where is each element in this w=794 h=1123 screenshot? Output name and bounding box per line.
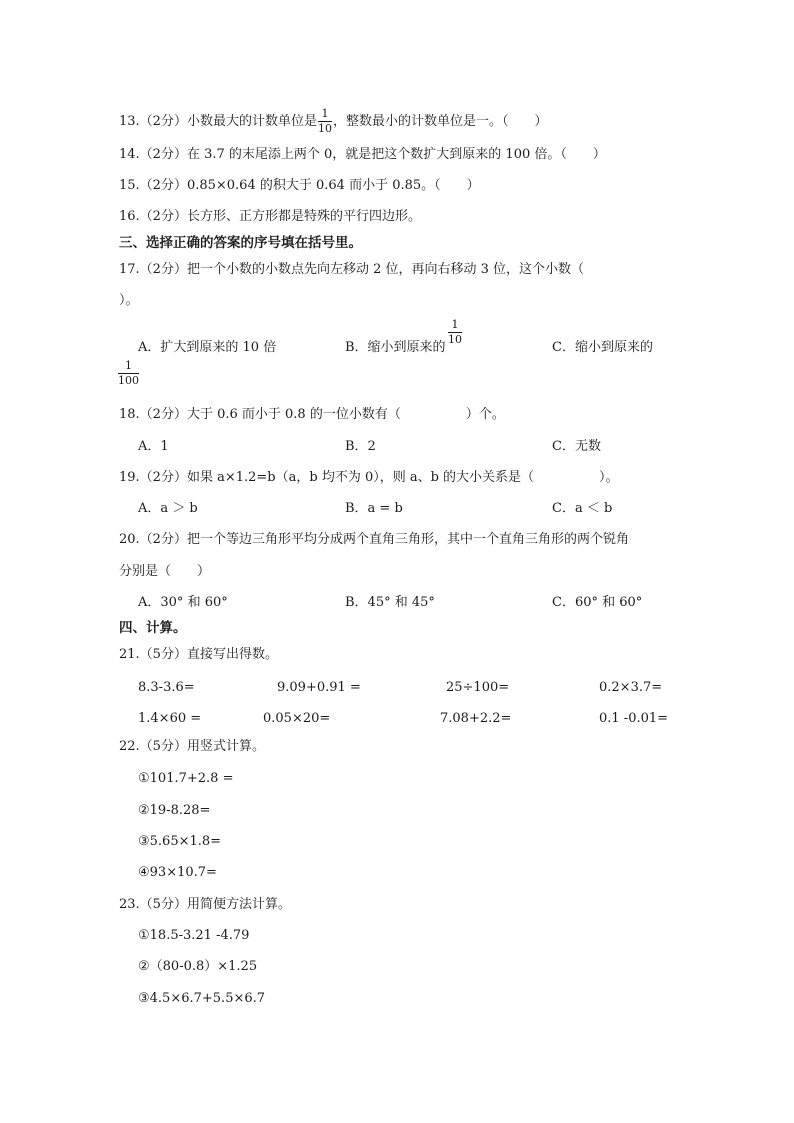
q21-item-6: 0.05×20= (263, 711, 331, 726)
q23-item-1: ①18.5-3.21 -4.79 (138, 928, 250, 943)
question-16: 16.（2分）长方形、正方形都是特殊的平行四边形。 (119, 209, 421, 224)
q20-option-c: C．60° 和 60° (552, 595, 643, 610)
question-22: 22.（5分）用竖式计算。 (119, 739, 265, 754)
q19-option-a: A．a ＞ b (138, 501, 198, 516)
question-19: 19.（2分）如果 a×1.2=b（a，b 均不为 0），则 a、b 的大小关系是（ ）。 (119, 470, 619, 485)
question-13 (119, 108, 547, 135)
question-14: 14.（2分）在 3.7 的末尾添上两个 0，就是把这个数扩大到原来的 100 倍。（ ） (119, 147, 606, 162)
q19-option-c: C．a ＜ b (552, 501, 613, 516)
q18-option-c: C．无数 (552, 439, 601, 454)
question-15: 15.（2分）0.85×0.64 的积大于 0.64 而小于 0.85。（ ） (119, 178, 480, 193)
q17-option-b-fraction: $\frac{1}{10}$ (448, 318, 462, 346)
q21-item-5: 1.4×60 = (138, 711, 202, 726)
q13-text-pre: 13.（2分）小数最大的计数单位是 (119, 114, 317, 129)
q21-item-2: 9.09+0.91 = (277, 680, 361, 695)
section-3-heading: 三、选择正确的答案的序号填在括号里。 (119, 235, 362, 251)
q21-item-3: 25÷100= (446, 680, 510, 695)
q17-option-c: C．缩小到原来的 (552, 340, 653, 355)
question-17-line1: 17.（2分）把一个小数的小数点先向左移动 2 位，再向右移动 3 位，这个小数（ (119, 262, 585, 277)
q22-item-1: ①101.7+2.8 = (138, 771, 234, 786)
q22-item-2: ②19-8.28= (138, 803, 211, 818)
q17-option-b: B．缩小到原来的 (345, 340, 446, 355)
q23-item-2: ②（80-0.8）×1.25 (138, 959, 258, 974)
question-21: 21.（5分）直接写出得数。 (119, 647, 278, 662)
q21-item-8: 0.1 -0.01= (599, 711, 669, 726)
q13-fraction: $\frac{1}{10}$ (317, 107, 332, 135)
q21-item-1: 8.3-3.6= (138, 680, 195, 695)
q22-item-4: ④93×10.7= (138, 865, 217, 880)
q19-option-b: B．a = b (345, 501, 403, 516)
question-20-line1: 20.（2分）把一个等边三角形平均分成两个直角三角形，其中一个直角三角形的两个锐角 (119, 532, 629, 547)
q18-option-b: B．2 (345, 439, 376, 454)
q23-item-3: ③4.5×6.7+5.5×6.7 (138, 991, 266, 1006)
q20-option-a: A．30° 和 60° (138, 595, 228, 610)
q13-text-post: ，整数最小的计数单位是一。（ ） (332, 114, 548, 129)
question-23: 23.（5分）用简便方法计算。 (119, 897, 291, 912)
q17-option-c-fraction: $\frac{1}{100}$ (118, 359, 139, 387)
q18-option-a: A．1 (138, 439, 169, 454)
section-4-heading: 四、计算。 (119, 620, 187, 636)
q17-option-a: A．扩大到原来的 10 倍 (138, 340, 277, 355)
question-17-line2: ）。 (119, 293, 139, 308)
q22-item-3: ③5.65×1.8= (138, 834, 222, 849)
q20-option-b: B．45° 和 45° (345, 595, 435, 610)
question-18: 18.（2分）大于 0.6 而小于 0.8 的一位小数有（ ）个。 (119, 407, 505, 422)
question-20-line2: 分别是（ ） (119, 564, 211, 579)
q21-item-4: 0.2×3.7= (599, 680, 663, 695)
q21-item-7: 7.08+2.2= (440, 711, 512, 726)
